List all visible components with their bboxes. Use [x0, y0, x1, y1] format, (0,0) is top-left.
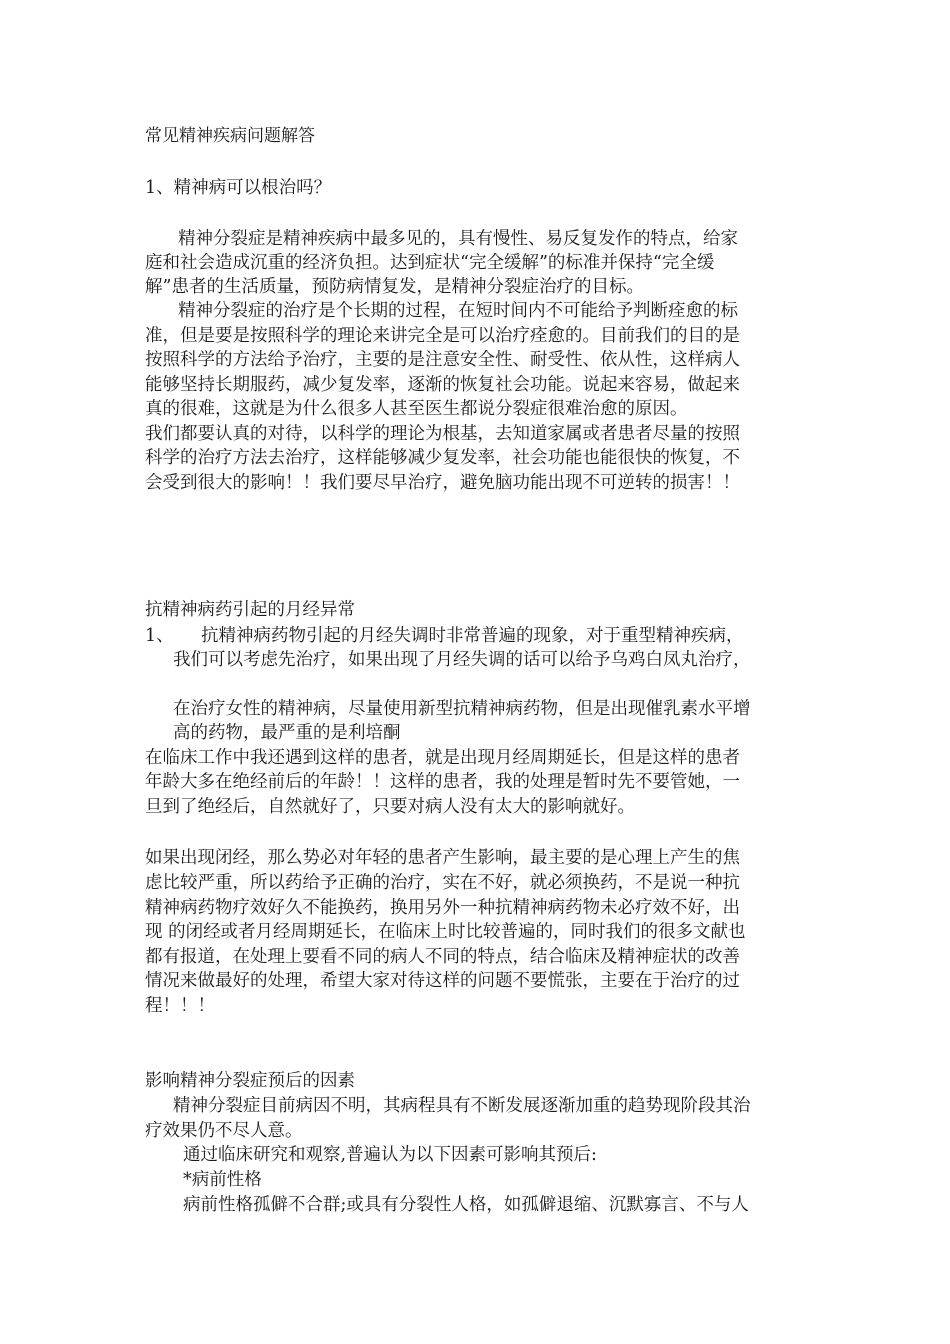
paragraph-line: 抗精神病药物引起的月经失调时非常普遍的现象，对于重型精神疾病， [201, 626, 744, 646]
paragraph-line: 疗效果仍不尽人意。 [145, 1121, 303, 1141]
paragraph-line: 会受到很大的影响！！我们要尽早治疗，避免脑功能出现不可逆转的损害！！ [145, 473, 740, 493]
list-number: 1、 [145, 626, 174, 646]
paragraph-line: 我们可以考虑先治疗，如果出现了月经失调的话可以给予乌鸡白凤丸治疗， [173, 650, 751, 670]
document-title: 常见精神疾病问题解答 [145, 126, 315, 146]
paragraph-line: 情况来做最好的处理，希望大家对待这样的问题不要慌张，主要在于治疗的过 [145, 971, 740, 991]
paragraph-line: 虑比较严重，所以药给予正确的治疗，实在不好，就必须换药，不是说一种抗 [145, 873, 740, 893]
paragraph-line: 精神分裂症是精神疾病中最多见的，具有慢性、易反复发作的特点，给家 [178, 229, 738, 249]
paragraph-line: 精神分裂症的治疗是个长期的过程，在短时间内不可能给予判断痊愈的标 [178, 301, 738, 321]
paragraph-line: 高的药物，最严重的是利培酮 [173, 723, 401, 743]
paragraph-line: 年龄大多在绝经前后的年龄！！这样的患者，我的处理是暂时先不要管她，一 [145, 772, 740, 792]
paragraph-line: 通过临床研究和观察,普遍认为以下因素可影响其预后: [183, 1145, 597, 1165]
paragraph-line: 我们都要认真的对待，以科学的理论为根基，去知道家属或者患者尽量的按照 [145, 424, 740, 444]
paragraph-line: 在治疗女性的精神病，尽量使用新型抗精神病药物，但是出现催乳素水平增 [173, 699, 751, 719]
paragraph-line: 能够坚持长期服药，减少复发率，逐渐的恢复社会功能。说起来容易，做起来 [145, 375, 740, 395]
paragraph-line: 解”患者的生活质量，预防病情复发，是精神分裂症治疗的目标。 [145, 277, 644, 297]
paragraph-line: 精神分裂症目前病因不明，其病程具有不断发展逐渐加重的趋势现阶段其治 [173, 1096, 751, 1116]
paragraph-line: 现 的闭经或者月经周期延长，在临床上时比较普遍的，同时我们的很多文献也 [145, 922, 746, 942]
section-heading: 影响精神分裂症预后的因素 [145, 1071, 355, 1091]
paragraph-line: 真的很难，这就是为什么很多人甚至医生都说分裂症很难治愈的原因。 [145, 399, 688, 419]
section-heading: 1、精神病可以根治吗？ [145, 178, 332, 198]
paragraph-line: 都有报道，在处理上要看不同的病人不同的特点，结合临床及精神症状的改善 [145, 947, 740, 967]
paragraph-line: 病前性格孤僻不合群;或具有分裂性人格，如孤僻退缩、沉默寡言、不与人 [183, 1195, 749, 1215]
paragraph-line: 程！！！ [145, 996, 215, 1016]
paragraph-line: 按照科学的方法给予治疗，主要的是注意安全性、耐受性、依从性，这样病人 [145, 350, 740, 370]
paragraph-line: 旦到了绝经后，自然就好了，只要对病人没有太大的影响就好。 [145, 797, 635, 817]
paragraph-line: 在临床工作中我还遇到这样的患者，就是出现月经周期延长，但是这样的患者 [145, 748, 740, 768]
paragraph-line: 精神病药物疗效好久不能换药，换用另外一种抗精神病药物未必疗效不好，出 [145, 898, 740, 918]
paragraph-line: 科学的治疗方法去治疗，这样能够减少复发率，社会功能也能很快的恢复，不 [145, 448, 740, 468]
section-heading: 抗精神病药引起的月经异常 [145, 600, 355, 620]
paragraph-line: 庭和社会造成沉重的经济负担。达到症状“完全缓解”的标准并保持“完全缓 [145, 253, 715, 273]
paragraph-line: 如果出现闭经，那么势必对年轻的患者产生影响，最主要的是心理上产生的焦 [145, 848, 740, 868]
paragraph-line: 准，但是要是按照科学的理论来讲完全是可以治疗痊愈的。目前我们的目的是 [145, 326, 740, 346]
paragraph-line: *病前性格 [183, 1170, 262, 1190]
